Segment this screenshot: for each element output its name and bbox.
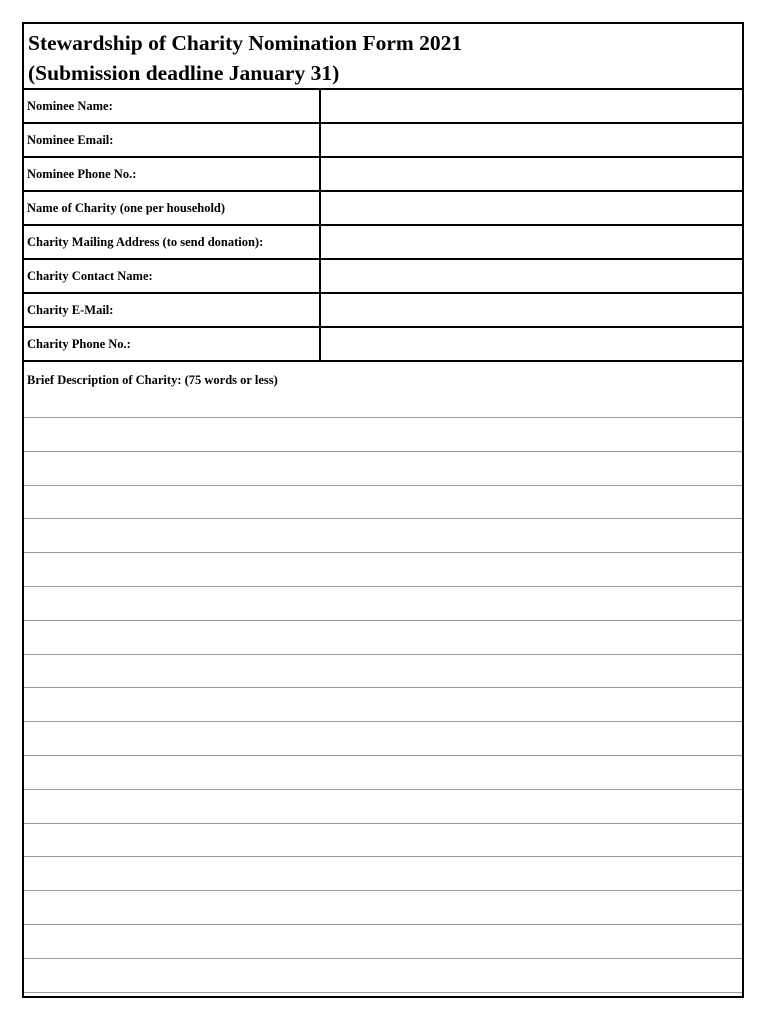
field-label-nominee-phone: Nominee Phone No.: [24, 158, 321, 190]
form-title: Stewardship of Charity Nomination Form 2021 [28, 31, 463, 55]
writing-line [24, 655, 742, 689]
charity-contact-input[interactable] [321, 260, 742, 292]
nominee-name-input[interactable] [321, 90, 742, 122]
nominee-email-input[interactable] [321, 124, 742, 156]
field-label-charity-address: Charity Mailing Address (to send donation): [24, 226, 321, 258]
writing-line [24, 824, 742, 858]
field-label-charity-name: Name of Charity (one per household) [24, 192, 321, 224]
form-subtitle: (Submission deadline January 31) [28, 61, 340, 85]
writing-line [24, 756, 742, 790]
writing-line [24, 553, 742, 587]
field-label-charity-phone: Charity Phone No.: [24, 328, 321, 360]
field-row-nominee-phone [24, 158, 742, 192]
writing-line [24, 925, 742, 959]
writing-line [24, 388, 742, 418]
description-writing-area[interactable] [24, 388, 742, 993]
writing-line [24, 790, 742, 824]
form-header [24, 24, 742, 90]
charity-phone-input[interactable] [321, 328, 742, 360]
field-row-charity-name [24, 192, 742, 226]
field-row-charity-address [24, 226, 742, 260]
field-row-charity-phone [24, 328, 742, 362]
writing-line [24, 688, 742, 722]
writing-line [24, 959, 742, 993]
charity-name-input[interactable] [321, 192, 742, 224]
field-row-charity-email [24, 294, 742, 328]
nominee-phone-input[interactable] [321, 158, 742, 190]
writing-line [24, 519, 742, 553]
writing-line [24, 621, 742, 655]
description-label: Brief Description of Charity: (75 words or less) [27, 373, 278, 387]
description-section[interactable] [24, 362, 742, 993]
field-label-nominee-email: Nominee Email: [24, 124, 321, 156]
writing-line [24, 486, 742, 520]
charity-address-input[interactable] [321, 226, 742, 258]
field-label-charity-email: Charity E-Mail: [24, 294, 321, 326]
writing-line [24, 722, 742, 756]
writing-line [24, 857, 742, 891]
writing-line [24, 891, 742, 925]
charity-email-input[interactable] [321, 294, 742, 326]
writing-line [24, 587, 742, 621]
writing-line [24, 418, 742, 452]
writing-line [24, 452, 742, 486]
field-label-nominee-name: Nominee Name: [24, 90, 321, 122]
form-fields [24, 90, 742, 362]
field-row-nominee-name [24, 90, 742, 124]
field-label-charity-contact: Charity Contact Name: [24, 260, 321, 292]
field-row-nominee-email [24, 124, 742, 158]
nomination-form [22, 22, 744, 998]
field-row-charity-contact [24, 260, 742, 294]
